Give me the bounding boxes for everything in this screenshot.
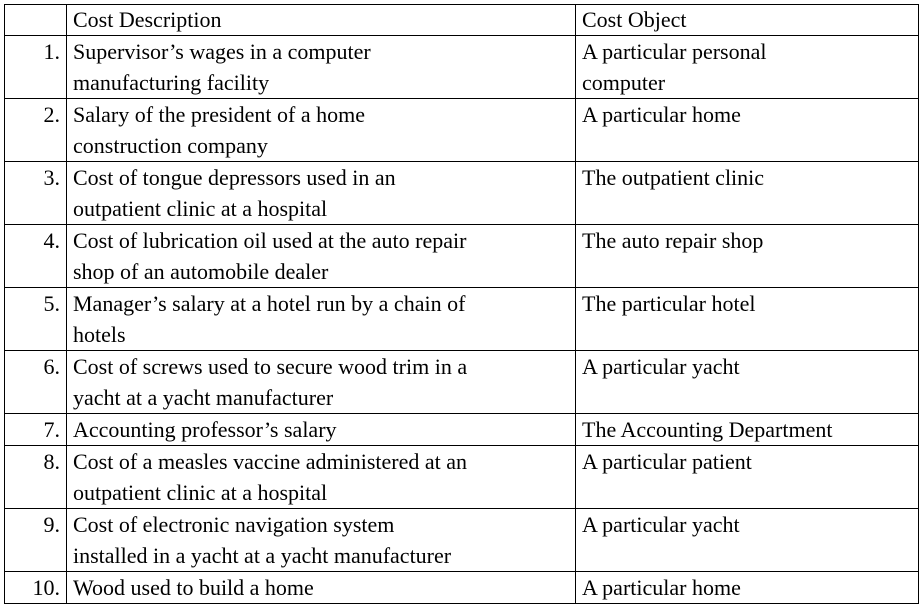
cost-description-line: manufacturing facility — [73, 70, 270, 95]
cost-description-line: outpatient clinic at a hospital — [73, 480, 328, 505]
header-number-cell — [5, 5, 67, 36]
header-row — [5, 5, 919, 36]
cost-description-cell — [67, 446, 576, 509]
table-row — [5, 225, 919, 288]
row-number: 8. — [5, 446, 67, 509]
table-row — [5, 351, 919, 414]
cost-description-cell — [67, 36, 576, 99]
header-cost-description: Cost Description — [67, 5, 576, 36]
cost-description-line: installed in a yacht at a yacht manufacturer — [73, 543, 452, 568]
row-number: 1. — [5, 36, 67, 99]
cost-description-line: Wood used to build a home — [73, 575, 314, 600]
cost-description-line: Manager’s salary at a hotel run by a chain of — [73, 291, 466, 316]
cost-description-cell — [67, 288, 576, 351]
cost-object-line: The Accounting Department — [582, 417, 833, 442]
table-row — [5, 446, 919, 509]
cost-description-line: yacht at a yacht manufacturer — [73, 385, 334, 410]
row-number: 7. — [5, 414, 67, 446]
cost-object-cell — [576, 414, 919, 446]
cost-object-cell — [576, 509, 919, 572]
row-number: 6. — [5, 351, 67, 414]
row-number: 2. — [5, 99, 67, 162]
cost-object-line: A particular home — [582, 575, 741, 600]
header-cost-object: Cost Object — [576, 5, 919, 36]
cost-object-line: A particular patient — [582, 449, 752, 474]
cost-description-cell — [67, 351, 576, 414]
cost-description-cell — [67, 225, 576, 288]
cost-object-line: The auto repair shop — [582, 228, 764, 253]
cost-description-line: hotels — [73, 322, 126, 347]
cost-object-cell — [576, 446, 919, 509]
cost-object-line: A particular personal — [582, 39, 767, 64]
cost-description-cell — [67, 572, 576, 604]
cost-object-cell — [576, 351, 919, 414]
cost-description-line: Salary of the president of a home — [73, 102, 366, 127]
cost-object-cell — [576, 36, 919, 99]
cost-description-cell — [67, 509, 576, 572]
table-row — [5, 509, 919, 572]
cost-object-line: A particular yacht — [582, 354, 740, 379]
cost-description-cell — [67, 414, 576, 446]
row-number: 9. — [5, 509, 67, 572]
table-row — [5, 572, 919, 604]
cost-object-line — [582, 256, 912, 287]
table-row — [5, 36, 919, 99]
cost-description-line: shop of an automobile dealer — [73, 259, 329, 284]
cost-object-line — [582, 130, 912, 161]
cost-object-line: computer — [582, 70, 666, 95]
cost-description-cell — [67, 99, 576, 162]
cost-object-cell — [576, 99, 919, 162]
cost-description-line: Accounting professor’s salary — [73, 417, 337, 442]
row-number: 4. — [5, 225, 67, 288]
cost-object-line — [582, 477, 912, 508]
cost-object-line — [582, 193, 912, 224]
cost-object-line: The outpatient clinic — [582, 165, 765, 190]
cost-object-cell — [576, 225, 919, 288]
cost-description-line: Cost of screws used to secure wood trim in a — [73, 354, 468, 379]
table-row — [5, 99, 919, 162]
cost-description-line: Cost of electronic navigation system — [73, 512, 395, 537]
cost-object-line: A particular yacht — [582, 512, 740, 537]
cost-description-line: Cost of tongue depressors used in an — [73, 165, 396, 190]
table-row — [5, 162, 919, 225]
cost-table-body — [5, 5, 919, 604]
row-number: 3. — [5, 162, 67, 225]
cost-object-cell — [576, 288, 919, 351]
cost-object-line — [582, 382, 912, 413]
cost-object-line: A particular home — [582, 102, 741, 127]
table-row — [5, 414, 919, 446]
cost-description-line: Cost of lubrication oil used at the auto repair — [73, 228, 467, 253]
cost-table — [4, 4, 919, 604]
cost-description-cell — [67, 162, 576, 225]
cost-object-line — [582, 319, 912, 350]
cost-description-line: construction company — [73, 133, 268, 158]
row-number: 10. — [5, 572, 67, 604]
row-number: 5. — [5, 288, 67, 351]
cost-object-cell — [576, 162, 919, 225]
cost-object-cell — [576, 572, 919, 604]
cost-description-line: outpatient clinic at a hospital — [73, 196, 328, 221]
cost-object-line — [582, 540, 912, 571]
cost-object-line: The particular hotel — [582, 291, 756, 316]
cost-description-line: Supervisor’s wages in a computer — [73, 39, 371, 64]
table-row — [5, 288, 919, 351]
cost-description-line: Cost of a measles vaccine administered at an — [73, 449, 468, 474]
